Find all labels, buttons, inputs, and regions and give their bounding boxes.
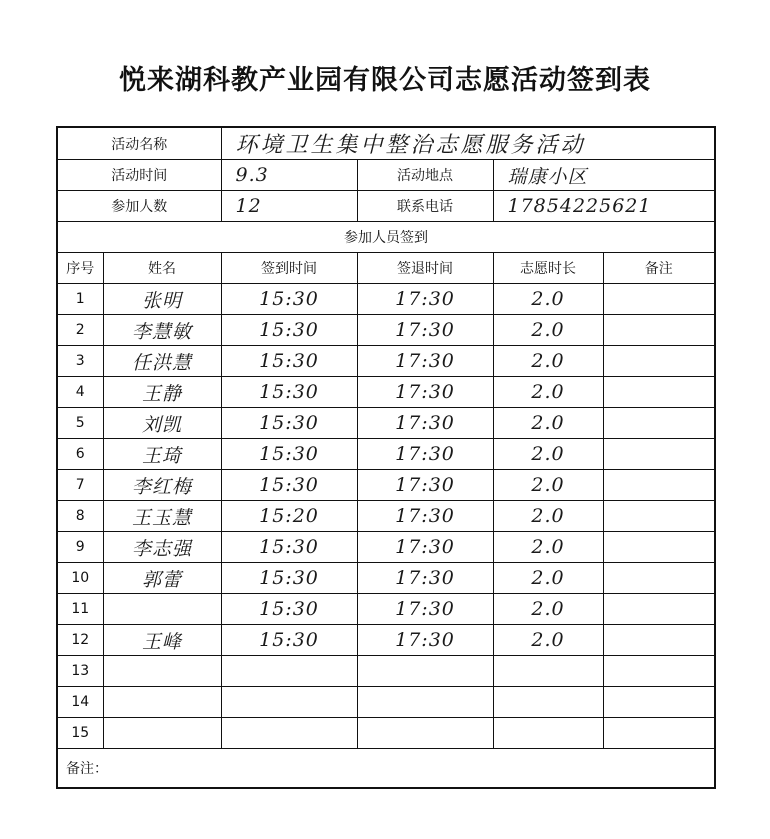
participant-note <box>603 501 715 532</box>
volunteer-hours <box>493 656 603 687</box>
participant-name <box>103 656 221 687</box>
volunteer-hours: 2.0 <box>493 625 603 656</box>
volunteer-hours: 2.0 <box>493 563 603 594</box>
sign-out-time: 17:30 <box>357 501 493 532</box>
row-no: 4 <box>57 377 103 408</box>
sign-in-time: 15:30 <box>221 408 357 439</box>
table-row <box>57 625 715 656</box>
activity-time-value: 9.3 <box>221 160 357 191</box>
row-no: 9 <box>57 532 103 563</box>
participant-name: 王玉慧 <box>103 501 221 532</box>
participant-name <box>103 594 221 625</box>
participant-note <box>603 718 715 749</box>
participants-row <box>57 191 715 222</box>
participant-name: 李志强 <box>103 532 221 563</box>
sign-out-time <box>357 718 493 749</box>
sign-in-sheet <box>56 126 716 789</box>
participant-note <box>603 656 715 687</box>
volunteer-hours: 2.0 <box>493 501 603 532</box>
row-no: 12 <box>57 625 103 656</box>
participant-name <box>103 718 221 749</box>
table-row <box>57 377 715 408</box>
participant-name: 王峰 <box>103 625 221 656</box>
participants-label: 参加人数 <box>57 191 221 222</box>
table-row <box>57 687 715 718</box>
sign-out-time: 17:30 <box>357 563 493 594</box>
table-row <box>57 718 715 749</box>
row-no: 14 <box>57 687 103 718</box>
col-header-name: 姓名 <box>103 253 221 284</box>
participant-note <box>603 532 715 563</box>
participant-name: 任洪慧 <box>103 346 221 377</box>
row-no: 11 <box>57 594 103 625</box>
sign-out-time: 17:30 <box>357 594 493 625</box>
sign-in-time: 15:30 <box>221 439 357 470</box>
participant-note <box>603 439 715 470</box>
col-header-sign-out: 签退时间 <box>357 253 493 284</box>
location-value: 瑞康小区 <box>493 160 715 191</box>
sign-out-time <box>357 656 493 687</box>
participant-name: 王琦 <box>103 439 221 470</box>
activity-name-row <box>57 127 715 160</box>
phone-value: 17854225621 <box>493 191 715 222</box>
row-no: 13 <box>57 656 103 687</box>
volunteer-hours: 2.0 <box>493 315 603 346</box>
row-no: 15 <box>57 718 103 749</box>
volunteer-hours: 2.0 <box>493 439 603 470</box>
volunteer-hours: 2.0 <box>493 532 603 563</box>
activity-name-label: 活动名称 <box>57 127 221 160</box>
volunteer-hours: 2.0 <box>493 346 603 377</box>
sign-in-time: 15:30 <box>221 284 357 315</box>
sign-in-time <box>221 687 357 718</box>
section-title-row <box>57 222 715 253</box>
row-no: 1 <box>57 284 103 315</box>
col-header-no: 序号 <box>57 253 103 284</box>
participant-name: 王静 <box>103 377 221 408</box>
activity-time-row <box>57 160 715 191</box>
table-row <box>57 532 715 563</box>
sign-out-time: 17:30 <box>357 625 493 656</box>
participant-note <box>603 687 715 718</box>
participant-note <box>603 625 715 656</box>
col-header-note: 备注 <box>603 253 715 284</box>
participants-value: 12 <box>221 191 357 222</box>
participant-name: 郭蕾 <box>103 563 221 594</box>
participant-name: 张明 <box>103 284 221 315</box>
sign-in-time: 15:30 <box>221 532 357 563</box>
volunteer-hours <box>493 687 603 718</box>
sign-in-time: 15:30 <box>221 563 357 594</box>
participant-note <box>603 315 715 346</box>
sign-out-time: 17:30 <box>357 532 493 563</box>
volunteer-hours: 2.0 <box>493 408 603 439</box>
col-header-sign-in: 签到时间 <box>221 253 357 284</box>
table-row <box>57 284 715 315</box>
row-no: 2 <box>57 315 103 346</box>
remark-row <box>57 749 715 789</box>
participant-name: 刘凯 <box>103 408 221 439</box>
remark-label: 备注： <box>57 749 715 789</box>
table-row <box>57 470 715 501</box>
participant-name: 李慧敏 <box>103 315 221 346</box>
sign-in-time: 15:20 <box>221 501 357 532</box>
sign-in-time <box>221 656 357 687</box>
location-label: 活动地点 <box>357 160 493 191</box>
sign-in-time <box>221 718 357 749</box>
activity-time-label: 活动时间 <box>57 160 221 191</box>
volunteer-hours: 2.0 <box>493 377 603 408</box>
sign-in-time: 15:30 <box>221 594 357 625</box>
sign-in-time: 15:30 <box>221 346 357 377</box>
row-no: 3 <box>57 346 103 377</box>
sign-in-time: 15:30 <box>221 625 357 656</box>
sign-out-time <box>357 687 493 718</box>
row-no: 10 <box>57 563 103 594</box>
section-title: 参加人员签到 <box>57 222 715 253</box>
row-no: 5 <box>57 408 103 439</box>
participant-note <box>603 470 715 501</box>
participant-note <box>603 563 715 594</box>
participant-name: 李红梅 <box>103 470 221 501</box>
row-no: 6 <box>57 439 103 470</box>
volunteer-hours: 2.0 <box>493 284 603 315</box>
table-row <box>57 656 715 687</box>
participant-note <box>603 408 715 439</box>
activity-name-value: 环境卫生集中整治志愿服务活动 <box>221 127 715 160</box>
sign-out-time: 17:30 <box>357 315 493 346</box>
table-row <box>57 594 715 625</box>
table-row <box>57 346 715 377</box>
column-header-row <box>57 253 715 284</box>
sign-out-time: 17:30 <box>357 346 493 377</box>
sign-out-time: 17:30 <box>357 408 493 439</box>
sign-in-time: 15:30 <box>221 377 357 408</box>
phone-label: 联系电话 <box>357 191 493 222</box>
sign-out-time: 17:30 <box>357 377 493 408</box>
table-row <box>57 501 715 532</box>
volunteer-hours <box>493 718 603 749</box>
row-no: 7 <box>57 470 103 501</box>
volunteer-hours: 2.0 <box>493 594 603 625</box>
col-header-hours: 志愿时长 <box>493 253 603 284</box>
table-row <box>57 439 715 470</box>
participant-name <box>103 687 221 718</box>
participant-note <box>603 284 715 315</box>
table-row <box>57 408 715 439</box>
sign-out-time: 17:30 <box>357 470 493 501</box>
sign-in-time: 15:30 <box>221 315 357 346</box>
participant-note <box>603 346 715 377</box>
row-no: 8 <box>57 501 103 532</box>
sign-in-time: 15:30 <box>221 470 357 501</box>
sign-out-time: 17:30 <box>357 439 493 470</box>
table-row <box>57 315 715 346</box>
form-title: 悦来湖科教产业园有限公司志愿活动签到表 <box>119 65 651 96</box>
table-row <box>57 563 715 594</box>
volunteer-hours: 2.0 <box>493 470 603 501</box>
sign-out-time: 17:30 <box>357 284 493 315</box>
participant-note <box>603 594 715 625</box>
participant-note <box>603 377 715 408</box>
